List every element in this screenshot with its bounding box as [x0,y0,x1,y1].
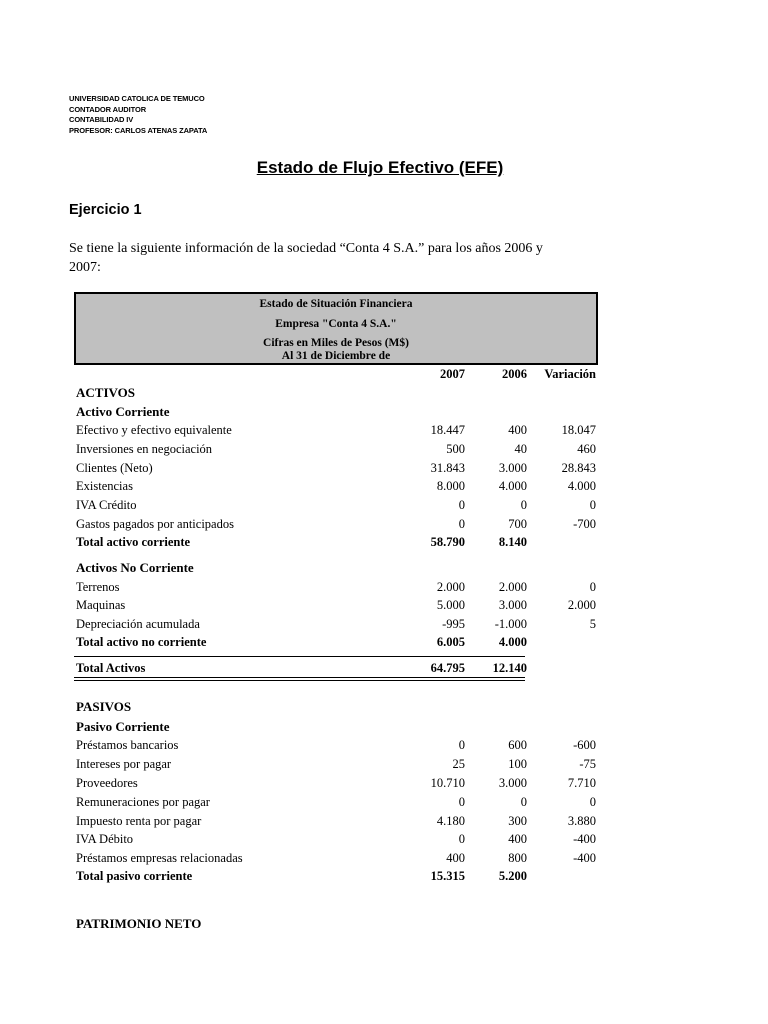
row-2006: 3.000 [498,461,527,475]
total-activo-corriente-2007: 58.790 [430,535,465,549]
row-variation: -400 [573,832,596,846]
row-variation: 0 [589,580,596,594]
row-label: Efectivo y efectivo equivalente [76,423,232,437]
total-activo-no-corriente-label: Total activo no corriente [76,635,207,649]
row-2006: 3.000 [498,598,527,612]
row-variation: -600 [573,738,596,752]
row-2007: 4.180 [436,814,465,828]
row-2007: 0 [458,795,465,809]
row-variation: 7.710 [567,776,596,790]
row-2006: 0 [520,498,527,512]
total-activo-no-corriente-2007: 6.005 [436,635,465,649]
section-patrimonio-neto: PATRIMONIO NETO [76,916,202,931]
company-name: Empresa "Conta 4 S.A." [275,318,397,330]
row-2007: 8.000 [436,479,465,493]
row-2006: 400 [508,832,527,846]
row-variation: 18.047 [561,423,596,437]
row-2007: 0 [458,517,465,531]
row-label: Gastos pagados por anticipados [76,517,234,531]
row-2007: 5.000 [436,598,465,612]
institution-line: UNIVERSIDAD CATOLICA DE TEMUCO [69,94,205,103]
section-activos: ACTIVOS [76,385,135,400]
total-pasivo-corriente-2006: 5.200 [498,869,527,883]
row-2007: 31.843 [430,461,465,475]
row-label: Maquinas [76,598,126,612]
total-activo-corriente-label: Total activo corriente [76,535,191,549]
program-line: CONTADOR AUDITOR [69,104,147,114]
row-variation: 0 [589,498,596,512]
col-header-variation: Variación [544,367,596,381]
professor-line: PROFESOR: CARLOS ATENAS ZAPATA [69,125,208,135]
col-header-2007: 2007 [440,367,465,381]
row-label: Terrenos [76,580,120,594]
row-variation: 3.880 [567,814,596,828]
row-variation: 28.843 [561,461,596,475]
row-2007: 500 [446,442,465,456]
row-2006: 2.000 [498,580,527,594]
row-2007: 0 [458,498,465,512]
statement-header [74,292,598,365]
institution-block [69,94,207,136]
row-2006: 100 [508,757,527,771]
total-activos-2007: 64.795 [430,661,465,675]
row-2007: 0 [458,738,465,752]
row-2007: 25 [452,757,465,771]
row-variation: 0 [589,795,596,809]
row-2007: 10.710 [430,776,465,790]
section-activo-no-corriente: Activos No Corriente [76,560,194,575]
section-activo-corriente: Activo Corriente [76,404,170,419]
row-variation: 4.000 [567,479,596,493]
exercise-heading: Ejercicio 1 [69,202,142,218]
row-2007: 400 [446,851,465,865]
row-2006: 800 [508,851,527,865]
row-label: Inversiones en negociación [76,442,213,456]
total-divider [74,656,525,657]
total-activos-2006: 12.140 [492,661,527,675]
row-variation: -700 [573,517,596,531]
row-2007: 2.000 [436,580,465,594]
row-2007: 0 [458,832,465,846]
row-2006: 400 [508,423,527,437]
row-label: Préstamos empresas relacionadas [76,851,243,865]
row-2006: 300 [508,814,527,828]
course-line: CONTABILIDAD IV [69,115,134,124]
row-label: Proveedores [76,776,138,790]
row-label: Clientes (Neto) [76,461,153,475]
section-pasivos: PASIVOS [76,699,132,714]
row-variation: -400 [573,851,596,865]
row-2006: 700 [508,517,527,531]
row-2006: 600 [508,738,527,752]
row-variation: 5 [589,617,596,631]
page-title: Estado de Flujo Efectivo (EFE) [256,158,504,177]
row-label: IVA Crédito [76,498,137,512]
row-2006: 40 [514,442,527,456]
row-2007: -995 [442,617,465,631]
row-label: Préstamos bancarios [76,738,179,752]
row-2006: -1.000 [494,617,527,631]
row-variation: 460 [577,442,596,456]
row-label: Depreciación acumulada [76,617,200,631]
currency-note: Cifras en Miles de Pesos (M$) [263,337,409,349]
row-label: Existencias [76,479,133,493]
total-pasivo-corriente-2007: 15.315 [430,869,465,883]
double-underline-bottom [74,680,525,681]
total-activo-no-corriente-2006: 4.000 [498,635,527,649]
row-2007: 18.447 [430,423,465,437]
row-2006: 4.000 [498,479,527,493]
section-pasivo-corriente: Pasivo Corriente [76,719,170,734]
row-label: Remuneraciones por pagar [76,795,210,809]
total-pasivo-corriente-label: Total pasivo corriente [76,869,193,883]
row-label: Impuesto renta por pagar [76,814,202,828]
col-header-2006: 2006 [502,367,527,381]
total-activo-corriente-2006: 8.140 [498,535,527,549]
row-2006: 0 [520,795,527,809]
total-activos-label: Total Activos [76,661,146,675]
statement-title: Estado de Situación Financiera [259,298,413,310]
row-label: IVA Débito [76,832,134,846]
row-2006: 3.000 [498,776,527,790]
row-variation: 2.000 [567,598,596,612]
intro-paragraph: Se tiene la siguiente información de la sociedad “Conta 4 S.A.” para los años 2006 y 2007: [69,241,543,275]
double-underline-top [74,677,525,678]
date-note: Al 31 de Diciembre de [281,350,391,362]
row-label: Intereses por pagar [76,757,172,771]
row-variation: -75 [579,757,596,771]
